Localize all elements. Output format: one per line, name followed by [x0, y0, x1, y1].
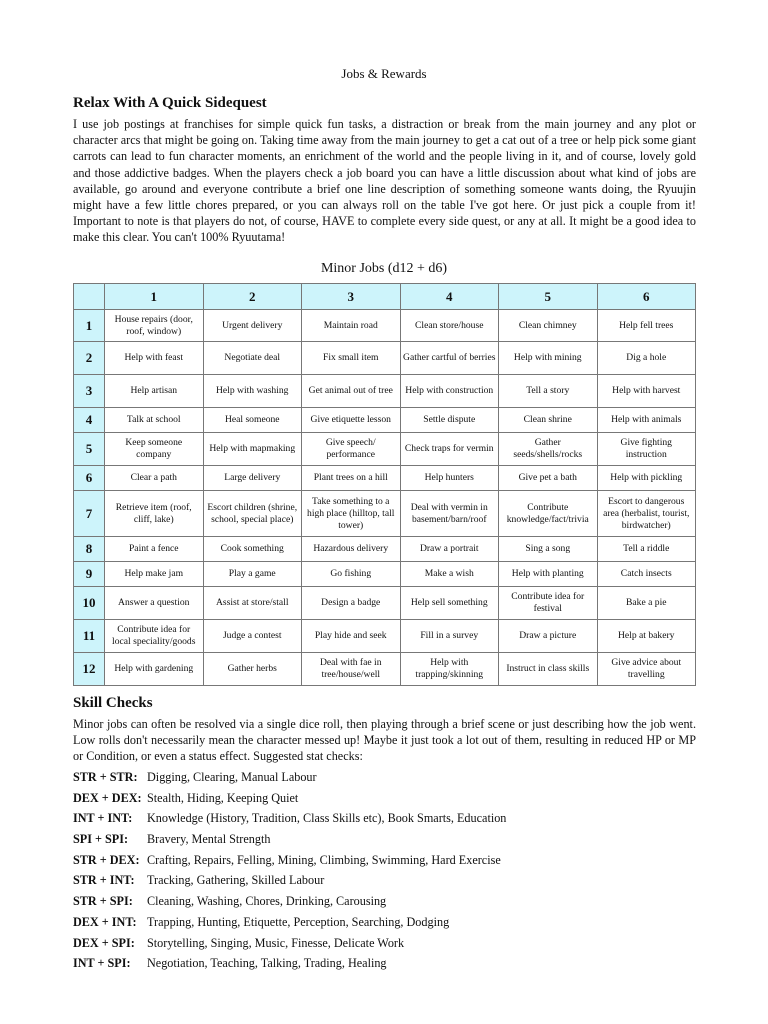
- table-cell: Help with planting: [499, 562, 598, 587]
- table-cell: Clean shrine: [499, 408, 598, 433]
- table-cell: House repairs (door, roof, window): [105, 310, 204, 342]
- stat-combo: STR + SPI:: [73, 894, 133, 909]
- table-cell: Help with animals: [597, 408, 696, 433]
- stat-check-item: [73, 914, 696, 935]
- table-row: [74, 433, 696, 466]
- row-header: 3: [74, 375, 105, 408]
- table-cell: Help with construction: [400, 375, 499, 408]
- table-row: [74, 587, 696, 620]
- table-cell: Contribute idea for festival: [499, 587, 598, 620]
- section-heading-skill-checks: Skill Checks: [73, 695, 153, 711]
- table-cell: Draw a portrait: [400, 537, 499, 562]
- table-row: [74, 342, 696, 375]
- stat-check-description: Tracking, Gathering, Skilled Labour: [147, 873, 325, 888]
- table-cell: Dig a hole: [597, 342, 696, 375]
- stat-combo: DEX + DEX:: [73, 790, 142, 805]
- row-header: 2: [74, 342, 105, 375]
- intro-paragraph: I use job postings at franchises for simple quick fun tasks, a distraction or break from the main journey and any plot or character arcs that might be going on. Taking time away from the main journey to get a cat out of a tree or help pick some giant carrots can lead to fun character moments, an enrichment of the world and the people living in it, and of course, lovely gold and those addictive badges. When the players check a job board you can have a little discussion about what kind of jobs are available, go around and everyone contribute a brief one line description of something someone wants doing, the Ryuujin might have a few little chores prepared, or you can always roll on the table I've got here. Or just pick a couple from it! Important to note is that players do not, of course, HAVE to complete every side quest, or any at all. It might be a good idea to make this clear. You can't 100% Ryuutama!: [73, 117, 696, 245]
- table-cell: Clear a path: [105, 466, 204, 491]
- table-cell: Maintain road: [302, 310, 401, 342]
- table-row: [74, 620, 696, 653]
- table-cell: Clean store/house: [400, 310, 499, 342]
- section-heading-sidequest: Relax With A Quick Sidequest: [73, 95, 267, 111]
- row-header: 6: [74, 466, 105, 491]
- table-cell: Clean chimney: [499, 310, 598, 342]
- row-header: 9: [74, 562, 105, 587]
- stat-check-description: Knowledge (History, Tradition, Class Skills etc), Book Smarts, Education: [147, 811, 507, 826]
- row-header: 5: [74, 433, 105, 466]
- table-cell: Help with washing: [203, 375, 302, 408]
- stat-check-item: [73, 935, 696, 956]
- table-cell: Give advice about travelling: [597, 653, 696, 686]
- table-cell: Settle dispute: [400, 408, 499, 433]
- table-cell: Get animal out of tree: [302, 375, 401, 408]
- column-header: 1: [105, 284, 204, 310]
- table-cell: Help with gardening: [105, 653, 204, 686]
- stat-check-item: [73, 955, 696, 976]
- table-cell: Catch insects: [597, 562, 696, 587]
- table-cell: Sing a song: [499, 537, 598, 562]
- table-row: [74, 653, 696, 686]
- stat-check-description: Cleaning, Washing, Chores, Drinking, Carousing: [147, 894, 387, 909]
- table-cell: Gather seeds/shells/rocks: [499, 433, 598, 466]
- table-cell: Design a badge: [302, 587, 401, 620]
- table-cell: Help sell something: [400, 587, 499, 620]
- row-header: 10: [74, 587, 105, 620]
- table-header-row: [74, 284, 696, 310]
- table-cell: Talk at school: [105, 408, 204, 433]
- table-cell: Tell a riddle: [597, 537, 696, 562]
- stat-check-item: [73, 872, 696, 893]
- column-header: 5: [499, 284, 598, 310]
- table-cell: Play hide and seek: [302, 620, 401, 653]
- stat-combo: SPI + SPI:: [73, 832, 129, 847]
- stat-check-item: [73, 810, 696, 831]
- stat-combo: INT + INT:: [73, 811, 133, 826]
- row-header: 11: [74, 620, 105, 653]
- table-row: [74, 537, 696, 562]
- table-cell: Help with pickling: [597, 466, 696, 491]
- row-header: 8: [74, 537, 105, 562]
- table-cell: Help with harvest: [597, 375, 696, 408]
- stat-combo: DEX + SPI:: [73, 935, 135, 950]
- table-cell: Take something to a high place (hilltop, tall tower): [302, 491, 401, 537]
- stat-check-description: Stealth, Hiding, Keeping Quiet: [147, 790, 299, 805]
- table-cell: Plant trees on a hill: [302, 466, 401, 491]
- table-cell: Instruct in class skills: [499, 653, 598, 686]
- table-row: [74, 310, 696, 342]
- stat-combo: STR + DEX:: [73, 852, 140, 867]
- table-cell: Negotiate deal: [203, 342, 302, 375]
- stat-check-description: Crafting, Repairs, Felling, Mining, Climbing, Swimming, Hard Exercise: [147, 852, 501, 867]
- table-row: [74, 562, 696, 587]
- table-cell: Gather herbs: [203, 653, 302, 686]
- table-cell: Give pet a bath: [499, 466, 598, 491]
- stat-check-item: [73, 893, 696, 914]
- stat-check-description: Digging, Clearing, Manual Labour: [147, 770, 317, 784]
- table-row: [74, 491, 696, 537]
- table-cell: Help with mining: [499, 342, 598, 375]
- stat-combo: DEX + INT:: [73, 914, 137, 929]
- table-cell: Urgent delivery: [203, 310, 302, 342]
- table-cell: Help at bakery: [597, 620, 696, 653]
- table-cell: Deal with fae in tree/house/well: [302, 653, 401, 686]
- table-cell: Fix small item: [302, 342, 401, 375]
- stat-check-description: Storytelling, Singing, Music, Finesse, Delicate Work: [147, 935, 405, 950]
- table-cell: Heal someone: [203, 408, 302, 433]
- table-cell: Large delivery: [203, 466, 302, 491]
- table-cell: Gather cartful of berries: [400, 342, 499, 375]
- column-header: 4: [400, 284, 499, 310]
- table-cell: Tell a story: [499, 375, 598, 408]
- table-title: Minor Jobs (d12 + d6): [320, 261, 448, 276]
- table-cell: Cook something: [203, 537, 302, 562]
- table-cell: Fill in a survey: [400, 620, 499, 653]
- table-cell: Check traps for vermin: [400, 433, 499, 466]
- table-cell: Give fighting instruction: [597, 433, 696, 466]
- page-title: Jobs & Rewards: [341, 66, 427, 81]
- stat-check-item: [73, 831, 696, 852]
- table-cell: Retrieve item (roof, cliff, lake): [105, 491, 204, 537]
- table-cell: Make a wish: [400, 562, 499, 587]
- stat-combo: STR + INT:: [73, 873, 135, 888]
- table-cell: Paint a fence: [105, 537, 204, 562]
- minor-jobs-table: [73, 283, 696, 686]
- column-header: 6: [597, 284, 696, 310]
- row-header: 7: [74, 491, 105, 537]
- row-header: 4: [74, 408, 105, 433]
- table-cell: Help fell trees: [597, 310, 696, 342]
- table-cell: Judge a contest: [203, 620, 302, 653]
- table-row: [74, 466, 696, 491]
- table-cell: Contribute idea for local speciality/goods: [105, 620, 204, 653]
- stat-check-item: [73, 769, 696, 790]
- column-header: 3: [302, 284, 401, 310]
- table-row: [74, 408, 696, 433]
- stat-check-description: Negotiation, Teaching, Talking, Trading, Healing: [147, 956, 387, 971]
- table-cell: Play a game: [203, 562, 302, 587]
- table-cell: Go fishing: [302, 562, 401, 587]
- stat-combo: INT + SPI:: [73, 956, 131, 971]
- column-header: 2: [203, 284, 302, 310]
- table-cell: Keep someone company: [105, 433, 204, 466]
- skill-checks-paragraph: Minor jobs can often be resolved via a single dice roll, then playing through a brief scene or just describing how the job went. Low rolls don't necessarily mean the character messed up! Maybe it just took a lot out of them, resulting in reduced HP or MP or Condition, or even a status effect. Suggested stat checks:: [73, 717, 696, 764]
- table-cell: Help hunters: [400, 466, 499, 491]
- stat-check-description: Trapping, Hunting, Etiquette, Perception, Searching, Dodging: [147, 914, 450, 929]
- table-cell: Escort to dangerous area (herbalist, tourist, birdwatcher): [597, 491, 696, 537]
- table-cell: Hazardous delivery: [302, 537, 401, 562]
- table-cell: Give etiquette lesson: [302, 408, 401, 433]
- table-cell: Help make jam: [105, 562, 204, 587]
- corner-cell: [74, 284, 105, 310]
- stat-check-item: [73, 852, 696, 873]
- stat-combo: STR + STR:: [73, 770, 138, 784]
- table-cell: Assist at store/stall: [203, 587, 302, 620]
- stat-check-item: [73, 790, 696, 811]
- row-header: 1: [74, 310, 105, 342]
- table-cell: Contribute knowledge/fact/trivia: [499, 491, 598, 537]
- table-cell: Help artisan: [105, 375, 204, 408]
- table-cell: Escort children (shrine, school, special place): [203, 491, 302, 537]
- table-row: [74, 375, 696, 408]
- row-header: 12: [74, 653, 105, 686]
- table-cell: Bake a pie: [597, 587, 696, 620]
- table-cell: Help with mapmaking: [203, 433, 302, 466]
- table-cell: Give speech/ performance: [302, 433, 401, 466]
- table-cell: Answer a question: [105, 587, 204, 620]
- stat-check-description: Bravery, Mental Strength: [147, 832, 271, 847]
- table-cell: Help with trapping/skinning: [400, 653, 499, 686]
- table-cell: Help with feast: [105, 342, 204, 375]
- table-cell: Draw a picture: [499, 620, 598, 653]
- stat-checks-list: [73, 769, 696, 976]
- table-cell: Deal with vermin in basement/barn/roof: [400, 491, 499, 537]
